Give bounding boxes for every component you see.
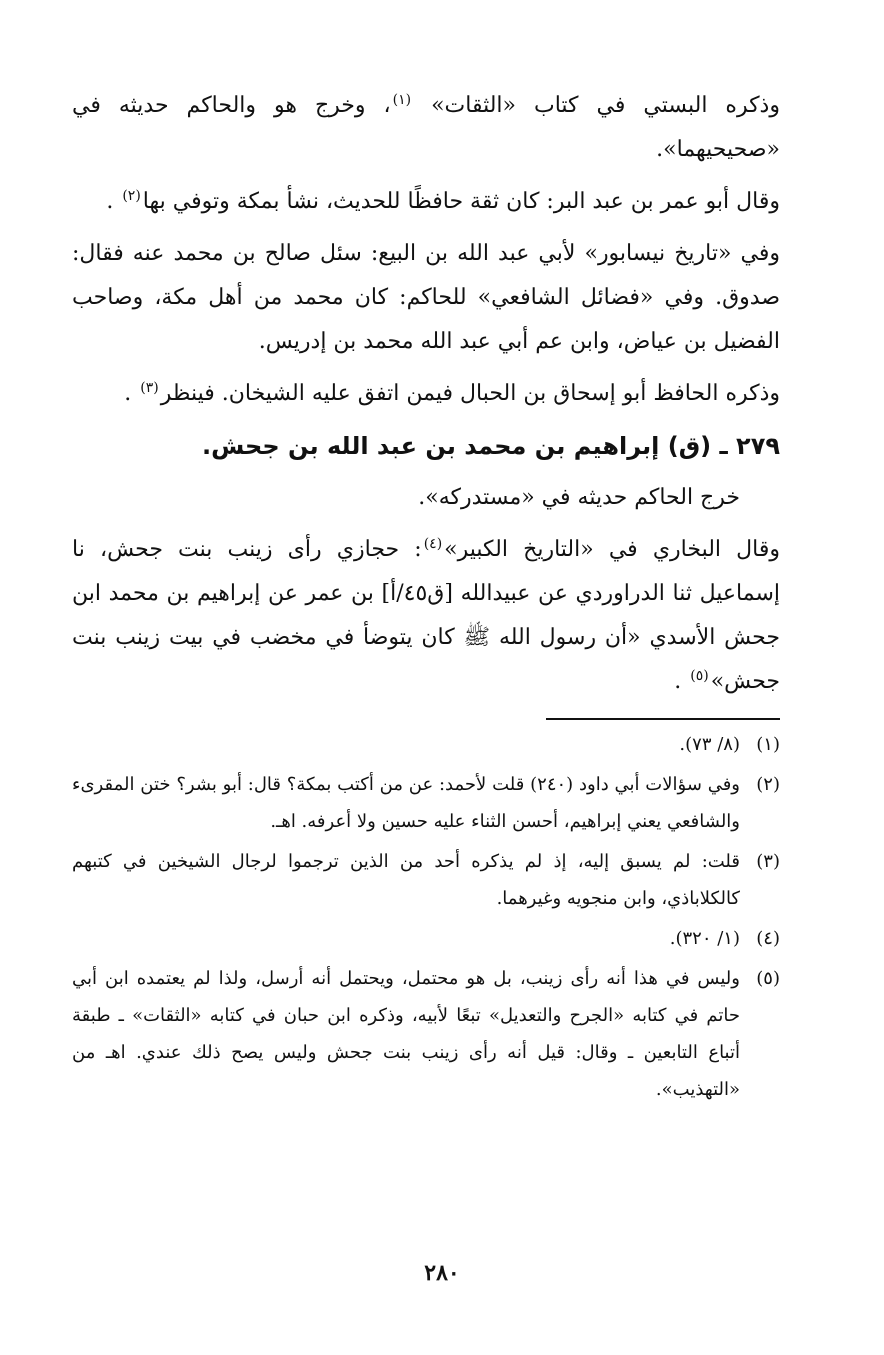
entry-paragraph-2-text-a: وقال البخاري في «التاريخ الكبير»: [444, 537, 781, 562]
entry-paragraph-2: [72, 528, 780, 704]
footnote-number: (٣): [756, 851, 780, 872]
footnote-number: (٢): [756, 774, 780, 795]
footnotes-section: [72, 726, 780, 1108]
footnote-3: [72, 843, 780, 917]
footnote-2: [72, 766, 780, 840]
footnote-ref-3[interactable]: (٣): [140, 379, 159, 396]
paragraph-3-text: وفي «تاريخ نيسابور» لأبي عبد الله بن البيع: سئل صالح بن محمد عنه فقال: صدوق. وفي «فضائل الشافعي» للحاكم: كان محمد من أهل مكة، وصاحب الفضيل بن عياض، وابن عم أبي عبد الله محمد بن إدريس.: [72, 241, 780, 354]
paragraph-2-text-b: .: [106, 189, 121, 214]
paragraph-1-text-a: وذكره البستي في كتاب «الثقات»: [413, 93, 780, 118]
footnote-number: (٤): [756, 928, 780, 949]
paragraph-4-text-a: وذكره الحافظ أبو إسحاق بن الحبال فيمن اتفق عليه الشيخان. فينظر: [160, 381, 780, 406]
paragraph-4-text-b: .: [124, 381, 139, 406]
paragraph-1-text-b: ، وخرج هو والحاكم حديثه في «صحيحيهما».: [72, 93, 780, 162]
entry-heading-279: ٢٧٩ ـ (ق) إبراهيم بن محمد بن عبد الله بن جحش.: [202, 432, 780, 460]
footnote-5: [72, 960, 780, 1108]
footnote-separator: [546, 718, 780, 720]
footnote-ref-4[interactable]: (٤): [423, 535, 443, 552]
footnote-ref-2[interactable]: (٢): [122, 187, 141, 204]
footnote-text: وليس في هذا أنه رأى زينب، بل هو محتمل، ويحتمل أنه أرسل، ولذا لم يعتمده ابن أبي حاتم في كتابه «الجرح والتعديل» تبعًا لأبيه، وذكره ابن حبان في كتابه «الثقات» ـ طبقة أتباع التابعين ـ وقال: قيل أنه رأى زينب بنت جحش وليس يصح ذلك عندي. اهـ من «التهذيب».: [72, 968, 740, 1100]
footnote-text: (٨/ ٧٣).: [679, 734, 740, 755]
entry-paragraph-2-text-c: .: [674, 669, 689, 694]
footnote-ref-5[interactable]: (٥): [690, 667, 709, 684]
footnote-text: وفي سؤالات أبي داود (٢٤٠) قلت لأحمد: عن من أكتب بمكة؟ قال: أبو بشر؟ ختن المقرىء والشافعي يعني إبراهيم، أحسن الثناء عليه حسين ولا أعرفه. اهـ.: [72, 774, 740, 832]
footnote-text: (١/ ٣٢٠).: [669, 928, 740, 949]
entry-paragraph-1-text: خرج الحاكم حديثه في «مستدركه».: [418, 485, 740, 510]
entry-paragraph-2-text-b: : حجازي رأى زينب بنت جحش، نا إسماعيل ثنا الدراوردي عن عبيدالله [ق٤٥/أ] بن عمر عن إبراهيم بن محمد ابن جحش الأسدي «أن رسول الله ﷺ كان يتوضأ في مخضب في بيت زينب بنت جحش»: [72, 537, 780, 694]
paragraph-4: [72, 372, 780, 416]
entry-paragraph-1: [72, 476, 780, 520]
footnote-number: (٥): [756, 968, 780, 989]
paragraph-1: [72, 84, 780, 172]
footnote-1: [72, 726, 780, 763]
footnote-text: قلت: لم يسبق إليه، إذ لم يذكره أحد من الذين ترجموا لرجال الشيخين في كتبهم كالكلاباذي، وابن منجويه وغيرهما.: [72, 851, 740, 909]
page-content: [72, 84, 780, 1111]
footnote-ref-1[interactable]: (١): [392, 91, 412, 108]
footnote-4: [72, 920, 780, 957]
paragraph-2: [72, 180, 780, 224]
footnote-number: (١): [756, 734, 780, 755]
paragraph-3: [72, 232, 780, 364]
page-number: ٢٨٠: [424, 1260, 460, 1286]
paragraph-2-text-a: وقال أبو عمر بن عبد البر: كان ثقة حافظًا للحديث، نشأ بمكة وتوفي بها: [142, 189, 780, 214]
